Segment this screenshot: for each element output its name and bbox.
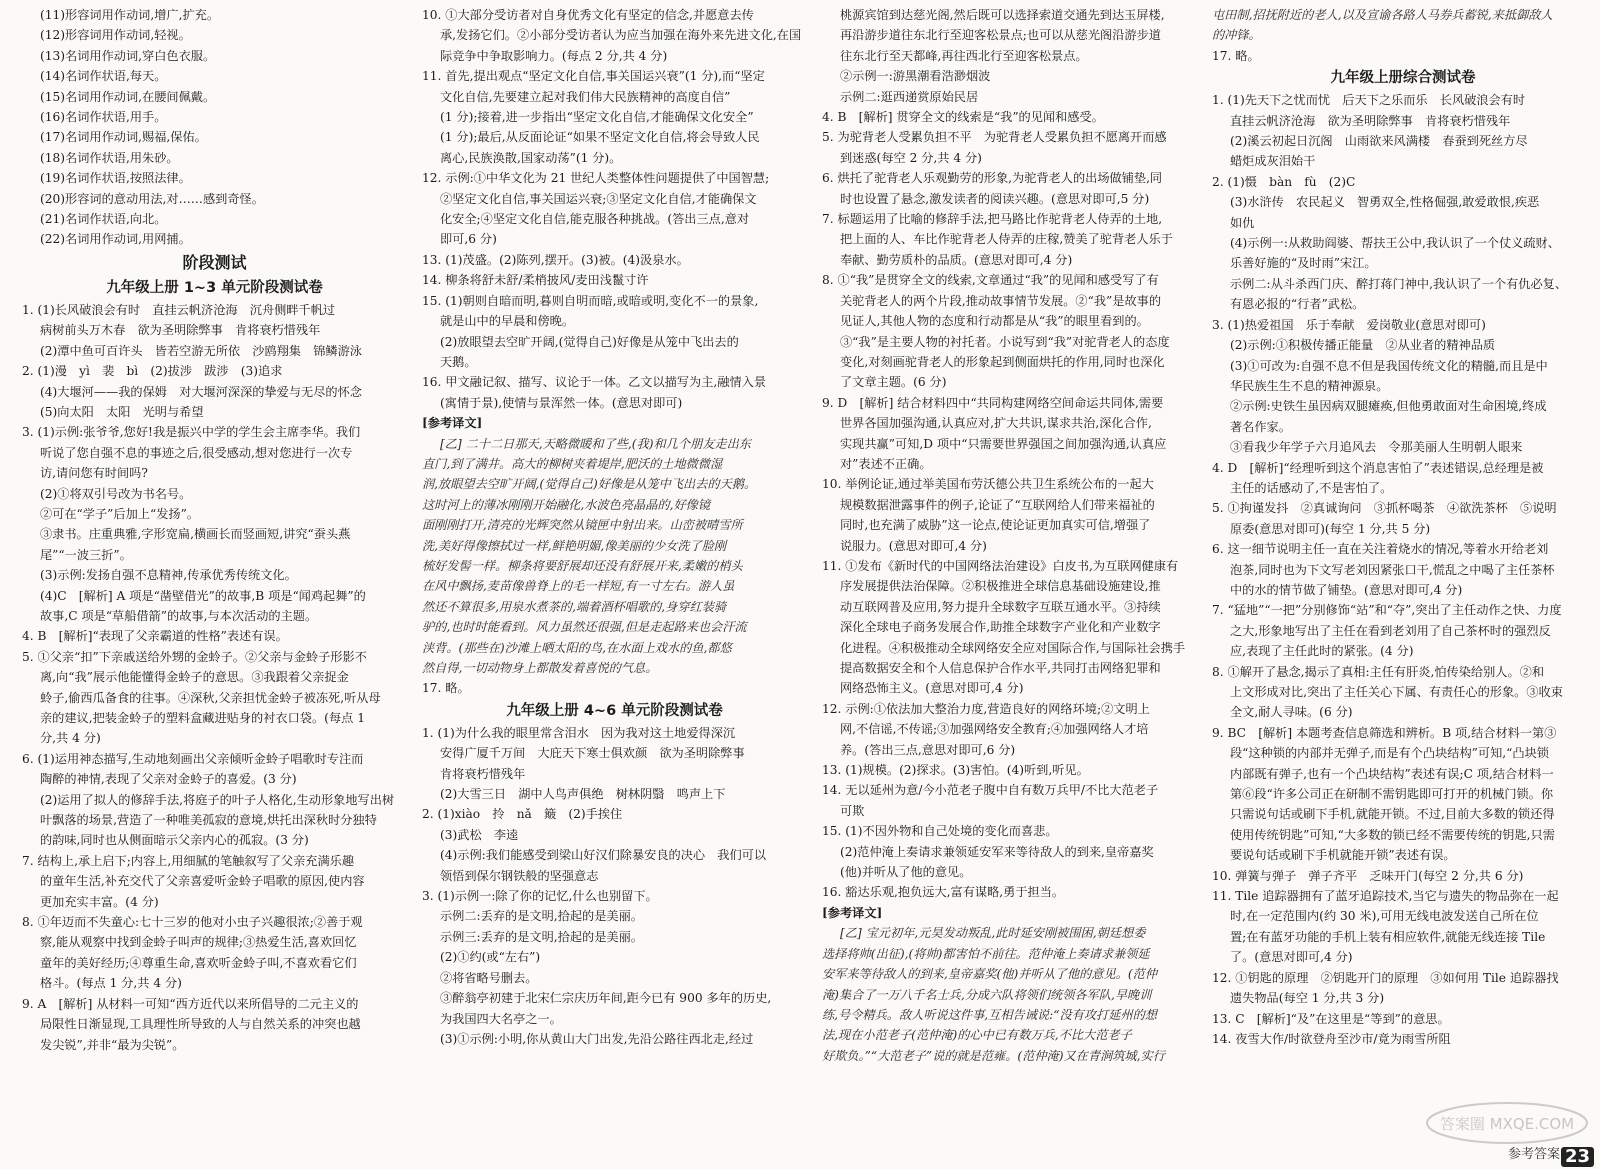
text-line: (12)形容词用作动词,轻视。 [40,28,191,43]
text-line: 实现共赢”可知,D 项中“只需要世界强国之间加强沟通,认真应 [840,436,1167,451]
text-line: (3)①可改为:自强不息不但是我国传统文化的精髓,而且是中 [1230,358,1548,373]
text-line: 洗,美好得像擦拭过一样,鲜艳明媚,像美丽的少女洗了脸刚 [422,538,727,553]
text-line: 12. 示例:①中华文化为 21 世纪人类整体性问题提供了中国智慧; [422,171,770,186]
text-line: 化进程。④积极推动全球网络安全应对国际合作,与国际社会携手 [840,640,1186,655]
text-line: (19)名词作状语,按照法律。 [40,171,191,186]
text-line: 往东北行至天都峰,再往西北行至迎客松景点。 [840,48,1088,63]
text-line: 听说了您自强不息的事迹之后,很受感动,想对您进行一次专 [40,445,353,460]
text-line: 7. “猛地”“一把”分别修饰“站”和“夺”,突出了主任动作之快、力度 [1212,603,1562,618]
text-line: 好欺负。”“大范老子”说的就是范雍。(范仲淹)又在青涧筑城,实行 [822,1048,1165,1063]
text-line: (1 分);最后,从反面论证“如果不坚定文化自信,将会导致人民 [440,130,760,145]
text-line: 润,放眼望去空旷开阔,(觉得自己)好像是从笼中飞出去的天鹅。 [422,477,757,492]
text-line: 16. 豁达乐观,抱负远大,富有谋略,勇于担当。 [822,885,1065,900]
text-line: 世界各国加强沟通,认真应对,扩大共识,谋求共治,深化合作, [840,416,1152,431]
text-line: 对”表述不正确。 [840,456,932,471]
section-heading: 九年级上册 1~3 单元阶段测试卷 [106,279,323,296]
text-line: 3. (1)示例一:除了你的记忆,什么也别留下。 [422,889,658,904]
column-4 [1212,5,1594,1049]
text-line: 2. (1)xiào 拎 nǎ 簸 (2)手挨住 [422,807,623,822]
text-line: 8. ①解开了悬念,揭示了真相:主任有肝炎,怕传染给别人。②和 [1212,664,1545,679]
text-line: 这时河上的薄冰刚刚开始融化,水波色亮晶晶的,好像镜 [422,497,711,512]
text-line: 在风中飘扬,麦苗像兽脊上的毛一样短,有一寸左右。游人虽 [422,579,735,594]
text-line: 尾”“一波三折”。 [40,547,132,562]
text-line: 17. 略。 [1212,48,1260,63]
text-line: 14. 柳条将舒未舒/柔梢披风/麦田浅鬣寸许 [422,273,649,288]
text-line: 童年的美好经历;④尊重生命,喜欢听金蛉子叫,不喜欢看它们 [40,955,357,970]
text-line: 发尖锐”,并非“最为尖锐”。 [40,1037,185,1052]
text-line: 13. (1)茂盛。(2)陈列,摆开。(3)被。(4)汲泉水。 [422,252,689,267]
text-line: 天鹅。 [440,354,477,369]
text-line: 离,向“我”展示他能懂得金蛉子的意思。③我跟着父亲捉金 [40,670,349,685]
text-line: (5)向太阳 太阳 光明与希望 [40,404,204,419]
text-line: 10. ①大部分受访者对自身优秀文化有坚定的信念,并愿意去传 [422,8,754,22]
text-line: (3)示例:发扬自强不息精神,传承优秀传统文化。 [40,568,297,583]
text-line: 提高数据安全和个人信息保护合作水平,共同打击网络犯罪和 [840,661,1161,675]
text-line: (2)放眼望去空旷开阔,(觉得自己)好像是从笼中飞出去的 [440,334,739,349]
text-line: 乐善好施的“及时雨”宋江。 [1230,256,1377,271]
text-line: 8. ①“我”是贯穿全文的线索,文章通过“我”的见闻和感受写了有 [822,273,1159,288]
text-line: 淹)集合了一万八千名士兵,分成六队将领们统领各军队,早晚训 [822,987,1152,1002]
text-line: 3. (1)热爱祖国 乐于奉献 爱岗敬业(意思对即可) [1212,317,1486,332]
text-line: 更加充实丰富。(4 分) [40,894,159,909]
text-line: 再沿游步道往东北行至迎客松景点;也可以从慈光阁沿游步道 [840,28,1161,43]
text-line: ②坚定文化自信,事关国运兴衰;③坚定文化自信,才能确保文 [440,191,757,206]
section-heading: 九年级上册综合测试卷 [1330,70,1476,87]
text-line: 3. (1)示例:张爷爷,您好!我是振兴中学的学生会主席李华。我们 [22,425,361,440]
text-line: 际竞争中争取影响力。(每点 2 分,共 4 分) [440,48,668,63]
text-line: 说服力。(意思对即可,4 分) [840,538,987,553]
text-line: 遗失物品(每空 1 分,共 3 分) [1230,991,1385,1006]
text-line: 练,号令精兵。敌人听说这件事,互相告诫说:“没有攻打延州的想 [822,1007,1157,1022]
column-3 [822,5,1207,1066]
text-line: 13. C [解析]“及”在这里是“等到”的意思。 [1212,1011,1450,1026]
text-line: [参考译文] [822,905,883,920]
column-2 [422,5,807,1049]
text-line: 1. (1)先天下之忧而忧 后天下之乐而乐 长风破浪会有时 [1212,93,1526,108]
text-line: 只需说句话或刷下手机,就能开锁。不过,目前大多数的锁还得 [1230,807,1555,822]
text-line: 17. 略。 [422,681,470,696]
text-line: 陶醉的神情,表现了父亲对金蛉子的喜爱。(3 分) [40,772,297,787]
text-line: 直挂云帆济沧海 欲为圣明除弊事 肯将衰朽惜残年 [1230,113,1511,128]
text-line: 化安全;④坚定文化自信,能克服各种挑战。(答出三点,意对 [440,212,750,227]
text-line: 法,现在小范老子(范仲淹)的心中已有数万兵,不比大范老子 [822,1028,1132,1043]
text-line: ②示例一:游黑潮看浩渺烟波 [840,69,991,84]
text-line: 局限性日渐显现,工具理性所导致的人与自然关系的冲突也越 [40,1017,361,1032]
text-line: 全文,耐人寻味。(6 分) [1230,705,1353,720]
text-line: 时也设置了悬念,激发读者的阅读兴趣。(意思对即可,5 分) [840,191,1150,206]
text-line: (20)形容词的意动用法,对……感到奇怪。 [40,191,264,206]
text-line: ③看我少年学子六月追风去 令那美丽人生明朝人眼来 [1230,440,1523,455]
text-line: (4)C [解析] A 项是“凿壁借光”的故事,B 项是“闻鸡起舞”的 [40,588,366,603]
text-line: 9. D [解析] 结合材料四中“共同构建网络空间命运共同体,需要 [822,395,1164,410]
text-line: 时,在一定范围内(约 30 米),可用无线电波发送自己所在位 [1230,909,1539,924]
text-line: 示例三:丢弃的是文明,拾起的是美丽。 [440,929,643,944]
text-line: 5. ①父亲“扣”下亲戚送给外甥的金蛉子。②父亲与金蛉子形影不 [22,649,367,664]
text-line: 变化,对刻画驼背老人的形象起到侧面烘托的作用,同时也深化 [840,354,1165,369]
text-line: 安得广厦千万间 大庇天下寒士俱欢颜 欲为圣明除弊事 [440,746,745,761]
text-line: (2)①将双引号改为书名号。 [40,486,192,501]
text-line: 6. 这一细节说明主任一直在关注着烧水的情况,等着水开给老刘 [1212,542,1549,557]
text-line: 中的水的情节做了铺垫。(意思对即可,4 分) [1230,582,1463,597]
text-line: 15. (1)朝则自暗而明,暮则自明而暗,或暗或明,变化不一的景象, [422,293,759,308]
text-line: 梳好发髻一样。柳条将要舒展却还没有舒展开来,柔嫩的梢头 [422,558,743,573]
text-line: 示例二:从斗杀西门庆、醉打蒋门神中,我认识了一个有仇必复、 [1230,276,1568,291]
text-line: 格斗。(每点 1 分,共 4 分) [40,976,182,991]
text-line: (2)大雪三日 湖中人鸟声俱绝 树林阴翳 鸣声上下 [440,787,726,802]
text-line: 有恩必报的“行者”武松。 [1230,297,1365,312]
footer-label: 参考答案 [1507,1146,1560,1162]
text-line: 浃背。(那些在)沙滩上晒太阳的鸟,在水面上戏水的鱼,都悠 [422,640,732,655]
text-line: (21)名词作状语,向北。 [40,212,167,227]
text-line: 主任的话感动了,不是害怕了。 [1230,480,1393,495]
text-line: [参考译文] [422,416,483,431]
text-line: (他)并听从了他的意见。 [840,865,972,880]
text-line: (寓情于景),使情与景浑然一体。(意思对即可) [440,395,683,410]
text-line: 驴的,也时时能看到。风力虽然还很强,但是走起路来也会汗流 [422,620,747,635]
text-line: (4)示例一:从救助阎婆、帮扶王公中,我认识了一个仗义疏财、 [1230,236,1560,251]
text-line: 了文章主题。(6 分) [840,375,947,390]
text-line: 蛉子,偷西瓜备食的往事。④深秋,父亲担忧金蛉子被冻死,听从母 [40,690,381,705]
text-line: 叶飘落的场景,营造了一种唯美孤寂的意境,烘托出深秋时分独特 [40,813,377,828]
text-line: 领悟到保尔钢铁般的坚强意志 [440,868,599,883]
text-line: 4. D [解析]“经理听到这个消息害怕了”表述错误,总经理是被 [1212,460,1544,475]
text-line: (13)名词用作动词,穿白色衣服。 [40,48,216,63]
text-line: ②可在“学子”后加上“发扬”。 [40,506,199,521]
text-line: 了。(意思对即可,4 分) [1230,950,1353,965]
text-line: (14)名词作状语,每天。 [40,69,167,84]
text-line: 示例二:逛西递赏原始民居 [840,89,979,104]
text-line: 的童年生活,补充交代了父亲喜爱听金蛉子唱歌的原因,使内容 [40,874,365,889]
text-line: 10. 弹簧与弹子 弹子齐平 乏味开门(每空 2 分,共 6 分) [1212,868,1524,883]
text-line: 访,请问您有时间吗? [40,466,148,481]
text-line: 深化全球电子商务发展合作,助推全球数字产业化和产业数字 [840,620,1161,635]
text-line: 置;在有蓝牙功能的手机上装有相应软件,就能无线连接 Tile [1230,929,1546,944]
text-line: (2)①约(或“左右”) [440,950,541,965]
text-line: 7. 标题运用了比喻的修辞手法,把马路比作驼背老人侍弄的土地, [822,212,1163,227]
text-line: 11. 首先,提出观点“坚定文化自信,事关国运兴衰”(1 分),而“坚定 [422,69,765,84]
text-line: ②示例:史铁生虽因病双腿瘫痪,但他勇敢面对生命困境,终成 [1230,399,1547,414]
text-line: (4)示例:我们能感受到梁山好汉们除暴安良的决心 我们可以 [440,848,767,863]
text-line: 之大,形象地写出了主任在看到老刘用了自己茶杯时的强烈反 [1230,623,1551,638]
text-line: 示例二:丢弃的是文明,拾起的是美丽。 [440,909,643,924]
text-line: 到迷惑(每空 2 分,共 4 分) [840,150,982,165]
text-line: 网络恐怖主义。(意思对即可,4 分) [840,681,1024,696]
text-line: 如仇 [1230,215,1255,230]
text-line: (2)溪云初起日沉阁 山雨欲来风满楼 春蚕到死丝方尽 [1230,134,1528,149]
text-line: 承,发扬它们。②小部分受访者认为应当加强在海外来先进文化,在国 [440,28,802,43]
watermark-text: 答案圈 MXQE.COM [1439,1115,1575,1133]
text-line: 著名作家。 [1230,419,1291,434]
text-line: 面刚刚打开,清亮的光辉突然从镜匣中射出来。山峦被晴雪所 [422,518,743,533]
text-line: 第⑥段“许多公司正在研制不需钥匙即可打开的机械门锁。你 [1230,787,1554,802]
text-line: (2)潭中鱼可百许头 皆若空游无所依 沙鸥翔集 锦鳞游泳 [40,343,362,358]
column-1 [22,5,407,1055]
text-line: 动互联网普及应用,努力提升全球数字互联互通水平。③持续 [840,599,1161,614]
text-line: (11)形容词用作动词,增广,扩充。 [40,8,220,22]
text-line: 5. 为驼背老人受累负担不平 为驼背老人受累负担不愿离开而感 [822,130,1167,145]
text-line: ③醉翁亭初建于北宋仁宗庆历年间,距今已有 900 多年的历史, [440,991,772,1006]
text-line: (18)名词作状语,用朱砂。 [40,150,179,165]
text-line: ③隶书。庄重典雅,字形宽扁,横画长而竖画短,讲究“蚕头燕 [40,527,351,542]
text-line: 2. (1)慑 bàn fù (2)C [1212,174,1356,189]
text-line: 为我国四大名亭之一。 [440,1011,562,1026]
text-line: 选择将帅(出征),(将帅)都害怕不前往。范仲淹上奏请求兼领延 [822,946,1150,961]
text-line: 4. B [解析]“表现了父亲霸道的性格”表述有误。 [22,629,288,644]
text-line: (17)名词用作动词,赐福,保佑。 [40,130,207,145]
text-line: (1 分);接着,进一步指出“坚定文化自信,才能确保文化安全” [440,110,754,125]
text-line: 华民族生生不息的精神源泉。 [1230,378,1389,393]
text-line: (3)水浒传 农民起义 智勇双全,性格倔强,敢爱敢恨,疾恶 [1230,195,1540,210]
text-line: 同时,也充满了威胁”这一论点,使论证更加真实可信,增强了 [840,518,1151,533]
text-line: 10. 举例论证,通过举美国布劳沃德公共卫生系统公布的一起大 [822,477,1154,492]
text-line: 的冲锋。 [1212,28,1261,43]
text-line: 网,不信谣,不传谣;③加强网络安全教育;④加强网络人才培 [840,722,1149,737]
text-line: 段“这种锁的内部并无弹子,而是有个凸块结构”可知,“凸块锁 [1230,746,1549,761]
text-line: ②将省略号删去。 [440,970,538,985]
text-line: 6. (1)运用神态描写,生动地刻画出父亲倾听金蛉子唱歌时专注而 [22,751,364,766]
text-line: 16. 甲文融记叙、描写、议论于一体。乙文以描写为主,融情入景 [422,375,767,390]
text-line: 病树前头万木春 欲为圣明除弊事 肯将衰朽惜残年 [40,323,321,338]
text-line: (22)名词用作动词,用网捕。 [40,232,191,247]
text-line: 察,能从观察中找到金蛉子叫声的规律;③热爱生活,喜欢回忆 [40,935,357,950]
text-line: 1. (1)长风破浪会有时 直挂云帆济沧海 沉舟侧畔千帆过 [22,302,336,317]
text-line: (2)运用了拟人的修辞手法,将庭子的叶子人格化,生动形象地写出树 [40,792,395,807]
text-line: 蜡炬成灰泪始干 [1230,154,1316,169]
text-line: 的韵味,同时也从侧面暗示父亲内心的孤寂。(3 分) [40,833,309,848]
text-line: (3)武松 李逵 [440,827,519,842]
page-number: 23 [1561,1147,1594,1167]
text-line: 8. ①年迈而不失童心:七十三岁的他对小虫子兴趣很浓;②善于观 [22,915,363,930]
text-line: 见证人,其他人物的态度和行动都是从“我”的眼里看到的。 [840,314,1149,329]
text-line: [乙] 二十二日那天,天略微暖和了些,(我)和几个朋友走出东 [440,436,751,451]
text-line: 序发展提供法治保障。②积极推进全球信息基础设施建设,推 [840,579,1161,594]
text-line: 9. BC [解析] 本题考查信息筛选和辨析。B 项,结合材料一第③ [1212,725,1557,740]
text-line: 14. 无以延州为意/今小范老子腹中自有数万兵甲/不比大范老子 [822,783,1159,798]
text-line: 要说句话或刷下手机就能开锁”表述有误。 [1230,848,1456,863]
text-line: 11. ①发布《新时代的中国网络法治建设》白皮书,为互联网健康有 [822,558,1179,573]
text-line: 14. 夜雪大作/时欲登舟至沙市/竟为雨雪所阻 [1212,1031,1451,1046]
text-line: 13. (1)规模。(2)探求。(3)害怕。(4)听到,听见。 [822,763,1089,778]
text-line: 规模数据泄露事件的例子,论证了“互联网给人们带来福祉的 [840,497,1155,512]
text-line: (16)名词作状语,用手。 [40,110,167,125]
text-line: 亲的建议,把装金蛉子的塑料盒藏进贴身的衬衣口袋。(每点 1 [40,711,365,725]
text-line: 安军来等待敌人的到来,皇帝嘉奖(他)并听从了他的意见。(范仲 [822,967,1158,982]
text-line: 12. ①钥匙的原理 ②钥匙开门的原理 ③如何用 Tile 追踪器找 [1212,970,1559,985]
text-line: ③“我”是主要人物的衬托者。小说写到“我”对驼背老人的态度 [840,334,1170,349]
text-line: 文化自信,先要建立起对我们伟大民族精神的高度自信” [440,89,731,104]
section-heading: 九年级上册 4~6 单元阶段测试卷 [506,702,723,719]
text-line: 屯田制,招抚附近的老人,以及宣谕各路人马券兵蓄锐,来抵御敌人 [1212,8,1553,22]
text-line: 故事,C 项是“草船借箭”的故事,与本次活动的主题。 [40,608,318,623]
section-heading: 阶段测试 [182,252,247,272]
text-line: 奉献、勤劳质朴的品质。(意思对即可,4 分) [840,252,1073,267]
text-line: 7. 结构上,承上启下;内容上,用细腻的笔触叙写了父亲充满乐趣 [22,853,355,868]
text-line: (4)大堰河——我的保姆 对大堰河深深的挚爱与无尽的怀念 [40,384,362,399]
text-line: 应,表现了主任此时的紧张。(4 分) [1230,644,1414,659]
text-line: (15)名词用作动词,在腰间佩戴。 [40,89,216,104]
text-line: 6. 烘托了驼背老人乐观勤劳的形象,为驼背老人的出场做铺垫,同 [822,171,1163,186]
text-line: 使用传统钥匙”可知,“大多数的锁已经不需要传统的钥匙,只需 [1230,827,1555,842]
text-line: 11. Tile 追踪器拥有了蓝牙追踪技术,当它与遗失的物品弥在一起 [1212,889,1559,904]
text-line: 5. ①拘谨发抖 ②真诚询问 ③抓杯喝茶 ④欲洗茶杯 ⑤说明 [1212,501,1557,516]
text-line: 可欺 [840,803,865,818]
text-line: 关驼背老人的两个片段,推动故事情节发展。②“我”是故事的 [840,293,1162,308]
text-line: 2. (1)漫 yì 裴 bì (2)拔涉 跋涉 (3)追求 [22,364,283,379]
text-line: 肯将衰朽惜残年 [440,766,526,781]
text-line: 9. A [解析] 从材料一可知“西方近代以来所倡导的二元主义的 [22,996,359,1011]
text-line: 原委(意思对即可)(每空 1 分,共 5 分) [1230,521,1431,536]
text-line: 15. (1)不因外物和自己处境的变化而喜悲。 [822,824,1058,839]
text-line: 泡茶,同时也为下文写老刘因紧张口干,慌乱之中喝了主任茶杯 [1230,562,1555,577]
text-line: 即可,6 分) [440,232,497,247]
text-line: 养。(答出三点,意思对即可,6 分) [840,742,1016,757]
text-line: (2)范仲淹上奏请求兼领延安军来等待敌人的到来,皇帝嘉奖 [840,844,1154,859]
text-line: 分,共 4 分) [40,731,101,746]
text-line: (2)示例:①积极传播正能量 ②从业者的精神品质 [1230,338,1496,353]
text-line: 内部既有弹子,也有一个凸块结构”表述有误;C 项,结合材料一 [1230,766,1554,781]
text-line: 就是山中的早晨和傍晚。 [440,314,575,329]
text-line: 上文形成对比,突出了主任关心下属、有责任心的形象。③收束 [1230,685,1563,699]
text-line: 12. 示例:①依法加大整治力度,营造良好的网络环境;②文明上 [822,701,1150,716]
text-line: [乙] 宝元初年,元昊发动叛乱,此时延安刚被围困,朝廷想委 [840,926,1146,941]
text-line: 然还不算很多,用泉水煮茶的,端着酒杯唱歌的,身穿红装骑 [422,599,727,614]
text-line: 直门,到了满井。高大的柳树夹着堤岸,肥沃的土地微微湿 [422,456,723,471]
text-line: 然自得,一切动物身上都散发着喜悦的气息。 [422,661,658,675]
text-line: 把上面的人、车比作驼背老人侍弄的庄稼,赞美了驼背老人乐于 [840,232,1173,247]
text-line: (3)①示例:小明,你从黄山大门出发,先沿公路往西北走,经过 [440,1031,754,1046]
text-line: 1. (1)为什么我的眼里常含泪水 因为我对这土地爱得深沉 [422,725,736,740]
text-line: 4. B [解析] 贯穿全文的线索是“我”的见闻和感受。 [822,110,1104,125]
text-line: 离心,民族涣散,国家动荡”(1 分)。 [440,150,622,165]
text-line: 桃源宾馆到达慈光阁,然后既可以选择索道交通先到达玉屏楼, [840,8,1165,22]
